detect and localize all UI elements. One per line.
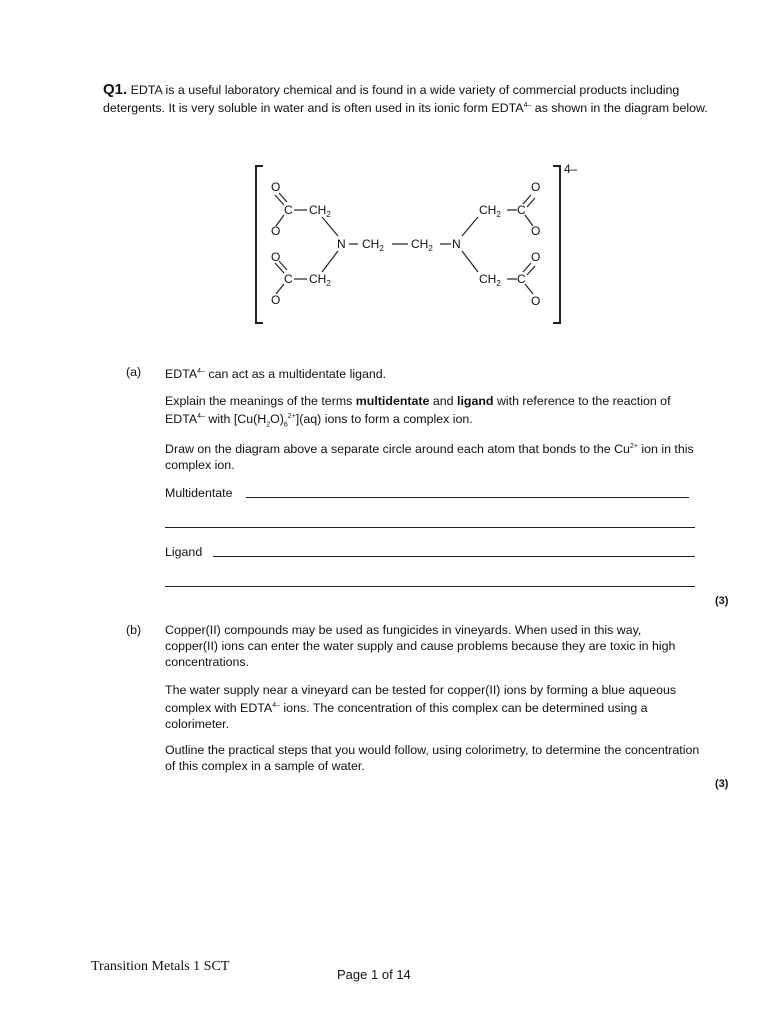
page-number: Page 1 of 14 [337,967,411,982]
part-b-label: (b) [126,623,142,637]
ligand-answer-line[interactable] [213,556,695,557]
atom-o: O [271,293,281,307]
left-bracket [256,166,263,323]
multidentate-label: Multidentate [165,486,233,500]
atom-n: N [337,237,346,251]
part-b-method: The water supply near a vineyard can be tested for copper(II) ions by forming a blue aqueous complex with $EDTA^{4-}$ ions. The concentration of this complex can be determined using a colorimeter. [165,683,677,732]
intro-text-end: as shown in the diagram below. [531,101,708,116]
part-b-context: Copper(II) compounds may be used as fungicides in vineyards. When used in this way, copper(II) ions can enter the water supply and cause problems because they are toxic in high concentrations. [165,623,676,669]
atom-o: O [271,224,281,238]
ch2-group: $CH_2$ [479,272,501,288]
atom-c: C [284,203,293,217]
atom-o: O [271,180,281,194]
part-a-label: (a) [126,365,142,379]
multidentate-answer-line-2[interactable] [165,527,695,528]
atom-o: O [531,180,541,194]
ch2-group: $CH_2$ [479,203,501,219]
atom-c: C [517,272,526,286]
ch2-group: $CH_2$ [309,203,331,219]
part-a-statement: $EDTA^{4-}$ can act as a multidentate ligand. [165,367,387,382]
edta-structure-diagram [0,0,770,340]
intro-charge: 4– [523,102,532,109]
atom-o: O [531,250,541,264]
multidentate-answer-line[interactable] [246,497,689,498]
ligand-answer-line-2[interactable] [165,586,695,587]
part-a-draw-instruction: Draw on the diagram above a separate circle around each atom that bonds to the $Cu^{2+}$ ion in this complex ion. [165,442,694,473]
atom-o: O [531,294,541,308]
ion-charge: 4– [564,162,578,176]
atom-o: O [531,224,541,238]
atom-n: N [452,237,461,251]
right-bracket [553,166,560,323]
ligand-label: Ligand [165,545,203,559]
footer-title: Transition Metals 1 SCT [91,959,230,974]
part-a-explain: Explain the meanings of the terms multidentate and ligand with reference to the reaction of $EDTA^{4-}$ with $[Cu(H_2O)_6^{2+}](aq)$ ions to form a complex ion. [165,394,671,429]
atom-c: C [284,272,293,286]
part-b-marks: (3) [715,778,729,790]
part-a-marks: (3) [715,595,729,607]
atom-o: O [271,250,281,264]
question-number: Q1. [103,81,128,98]
ch2-group: $CH_2$ [411,237,433,253]
atom-c: C [517,203,526,217]
ch2-group: $CH_2$ [309,272,331,288]
intro-text: EDTA is a useful laboratory chemical and is found in a wide variety of commercial products including detergents. It is very soluble in water and is often used in its ionic form EDTA [103,83,680,116]
part-b-task: Outline the practical steps that you would follow, using colorimetry, to determine the concentration of this complex in a sample of water. [165,743,700,773]
ch2-group: $CH_2$ [362,237,384,253]
